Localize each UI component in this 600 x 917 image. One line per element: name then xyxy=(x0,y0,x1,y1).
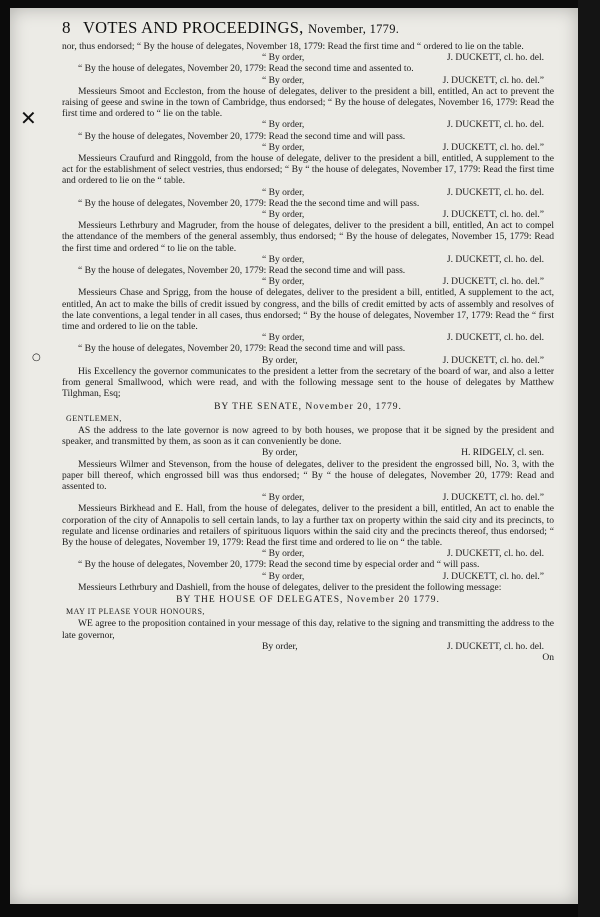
by-order-text: “ By order, xyxy=(262,570,305,582)
paragraph: Messieurs Chase and Sprigg, from the house of delegates, deliver to the president a bill, entitled, A supplement to the act, entitled, An act to make the bills of credit issued by congress, and the bills of credit emitted by acts of assembly and resolves of the late conventions, a legal tender in all cases, thus endorsed; “ By the house of delegates, November 17, 1779: Read the “ first time and ordered to lie on the table. xyxy=(62,287,554,333)
paragraph: “ By the house of delegates, November 20, 1779: Read the second time and will pass. xyxy=(78,343,406,355)
by-order-text: “ By order, xyxy=(262,52,305,64)
order-signature-line xyxy=(62,119,554,130)
paragraph: Messieurs Wilmer and Stevenson, from the house of delegates, deliver to the president the engrossed bill, No. 3, with the paper bill thereof, which engrossed bill was thus endorsed; “ By “ the house of delegates, November 20, 1779: Read and assented to. xyxy=(62,458,554,492)
clerk-signature: J. DUCKETT, cl. ho. del.” xyxy=(442,141,544,153)
by-order-text: “ By order, xyxy=(262,253,305,265)
document-body xyxy=(62,41,554,663)
scan-edge xyxy=(578,0,600,917)
salutation: GENTLEMEN, xyxy=(66,413,122,423)
by-order-text: By order, xyxy=(262,354,298,366)
clerk-signature: J. DUCKETT, cl. ho. del. xyxy=(446,640,544,652)
margin-cross-mark: ✕ xyxy=(20,106,37,130)
paragraph: Messieurs Birkhead and E. Hall, from the house of delegates, deliver to the president a bill, entitled, An act to enable the corporation of the city of Annapolis to sell certain lands, to lay a further tax on property within the said city and its precincts, to regulate and license ordinaries and retailers of spirituous liquors within the said city and the precincts thereof, thus endorsed; “ By the house of delegates, November 19, 1779: Read the first time and ordered to lie on “ the table. xyxy=(62,503,554,548)
paragraph: His Excellency the governor communicates to the president a letter from the secretary of the board of war, and also a letter from general Smallwood, which were read, and with the following message sent to the house of delegates by Matthew Tilghman, Esq; xyxy=(62,365,554,400)
order-signature-line xyxy=(62,209,554,220)
by-order-text: “ By order, xyxy=(262,119,305,131)
clerk-signature: J. DUCKETT, cl. ho. del. xyxy=(446,332,544,344)
document-page xyxy=(10,8,578,904)
paragraph: Messieurs Craufurd and Ringgold, from the house of delegate, deliver to the president a bill, entitled, A supplement to the act for the establishment of select vestries, thus endorsed; “ By “ the house of delegates, November 17, 1779: Read the first time and ordered to lie on the “ table. xyxy=(62,153,554,187)
running-date: November, 1779. xyxy=(308,22,400,36)
paragraph: Messieurs Lethrbury and Magruder, from the house of delegates, deliver to the president a bill, entitled, An act to compel the attendance of the members of the general assembly, thus endorsed; “ By the house of delegates, November 15, 1779: Read the first time and ordered “ to lie on the table. xyxy=(62,220,554,254)
paragraph: WE agree to the proposition contained in your message of this day, relative to the signing and transmitting the address to the late governor, xyxy=(62,618,554,641)
clerk-signature: J. DUCKETT, cl. ho. del.” xyxy=(442,209,544,221)
order-signature-line xyxy=(62,276,554,287)
section-heading: BY THE HOUSE OF DELEGATES, November 20 1779. xyxy=(176,593,440,605)
paragraph: “ By the house of delegates, November 20, 1779: Read the second time and will pass. xyxy=(78,265,406,277)
order-signature-line xyxy=(62,187,554,198)
order-signature-line xyxy=(62,355,554,366)
by-order-text: “ By order, xyxy=(262,209,305,221)
order-signature-line xyxy=(62,548,554,559)
clerk-signature: J. DUCKETT, cl. ho. del.” xyxy=(442,354,544,366)
by-order-text: “ By order, xyxy=(262,548,305,560)
order-signature-line xyxy=(62,492,554,503)
page-number: 8 xyxy=(62,18,71,37)
order-signature-line xyxy=(62,52,554,63)
by-order-text: “ By order, xyxy=(262,141,305,153)
order-signature-line xyxy=(62,254,554,265)
page-header xyxy=(62,18,554,42)
order-signature-line xyxy=(62,142,554,153)
by-order-text: By order, xyxy=(262,640,298,652)
catchword: On xyxy=(542,651,554,663)
clerk-signature: J. DUCKETT, cl. ho. del. xyxy=(446,119,544,131)
order-signature-line xyxy=(62,447,554,458)
clerk-signature: J. DUCKETT, cl. ho. del.” xyxy=(442,276,544,288)
by-order-text: “ By order, xyxy=(262,74,305,86)
by-order-text: “ By order, xyxy=(262,492,305,504)
clerk-signature: J. DUCKETT, cl. ho. del. xyxy=(446,186,544,198)
order-signature-line xyxy=(62,75,554,86)
paragraph: “ By the house of delegates, November 20, 1779: Read the second time by especial order and “ will pass. xyxy=(78,559,480,571)
by-order-text: “ By order, xyxy=(262,186,305,198)
order-signature-line xyxy=(62,332,554,343)
clerk-signature: H. RIDGELY, cl. sen. xyxy=(461,447,544,459)
clerk-signature: J. DUCKETT, cl. ho. del. xyxy=(446,548,544,560)
paragraph: “ By the house of delegates, November 20, 1779: Read the second time and will pass. xyxy=(78,130,406,142)
clerk-signature: J. DUCKETT, cl. ho. del.” xyxy=(442,570,544,582)
paragraph: “ By the house of delegates, November 20, 1779: Read the the second time and will pass. xyxy=(78,197,420,209)
order-signature-line xyxy=(62,641,554,652)
by-order-text: “ By order, xyxy=(262,332,305,344)
clerk-signature: J. DUCKETT, cl. ho. del. xyxy=(446,253,544,265)
running-title: VOTES AND PROCEEDINGS, xyxy=(82,18,304,37)
clerk-signature: J. DUCKETT, cl. ho. del.” xyxy=(442,492,544,504)
clerk-signature: J. DUCKETT, cl. ho. del. xyxy=(446,52,544,64)
by-order-text: By order, xyxy=(262,447,298,459)
margin-circle-mark: ○ xyxy=(32,352,41,363)
paragraph: nor, thus endorsed; “ By the house of delegates, November 18, 1779: Read the first time and “ ordered to lie on the table. xyxy=(62,41,524,52)
paragraph: “ By the house of delegates, November 20, 1779: Read the second time and assented to. xyxy=(78,63,414,75)
paragraph: Messieurs Smoot and Eccleston, from the house of delegates, deliver to the president a bill, entitled, An act to prevent the raising of geese and swine in the town of Cambridge, thus endorsed; “ By the house of delegates, November 16, 1779: Read the first time and ordered to “ lie on the table. xyxy=(62,85,554,120)
clerk-signature: J. DUCKETT, cl. ho. del.” xyxy=(442,74,544,86)
salutation: MAY IT PLEASE YOUR HONOURS, xyxy=(66,607,205,617)
paragraph: Messieurs Lethrbury and Dashiell, from the house of delegates, deliver to the president the following message: xyxy=(78,581,502,593)
order-signature-line xyxy=(62,571,554,582)
paragraph: AS the address to the late governor is now agreed to by both houses, we propose that it be signed by the president and speaker, and transmitted by them, as soon as it can conveniently be done. xyxy=(62,424,554,448)
section-heading: BY THE SENATE, November 20, 1779. xyxy=(214,400,402,412)
by-order-text: “ By order, xyxy=(262,276,305,288)
